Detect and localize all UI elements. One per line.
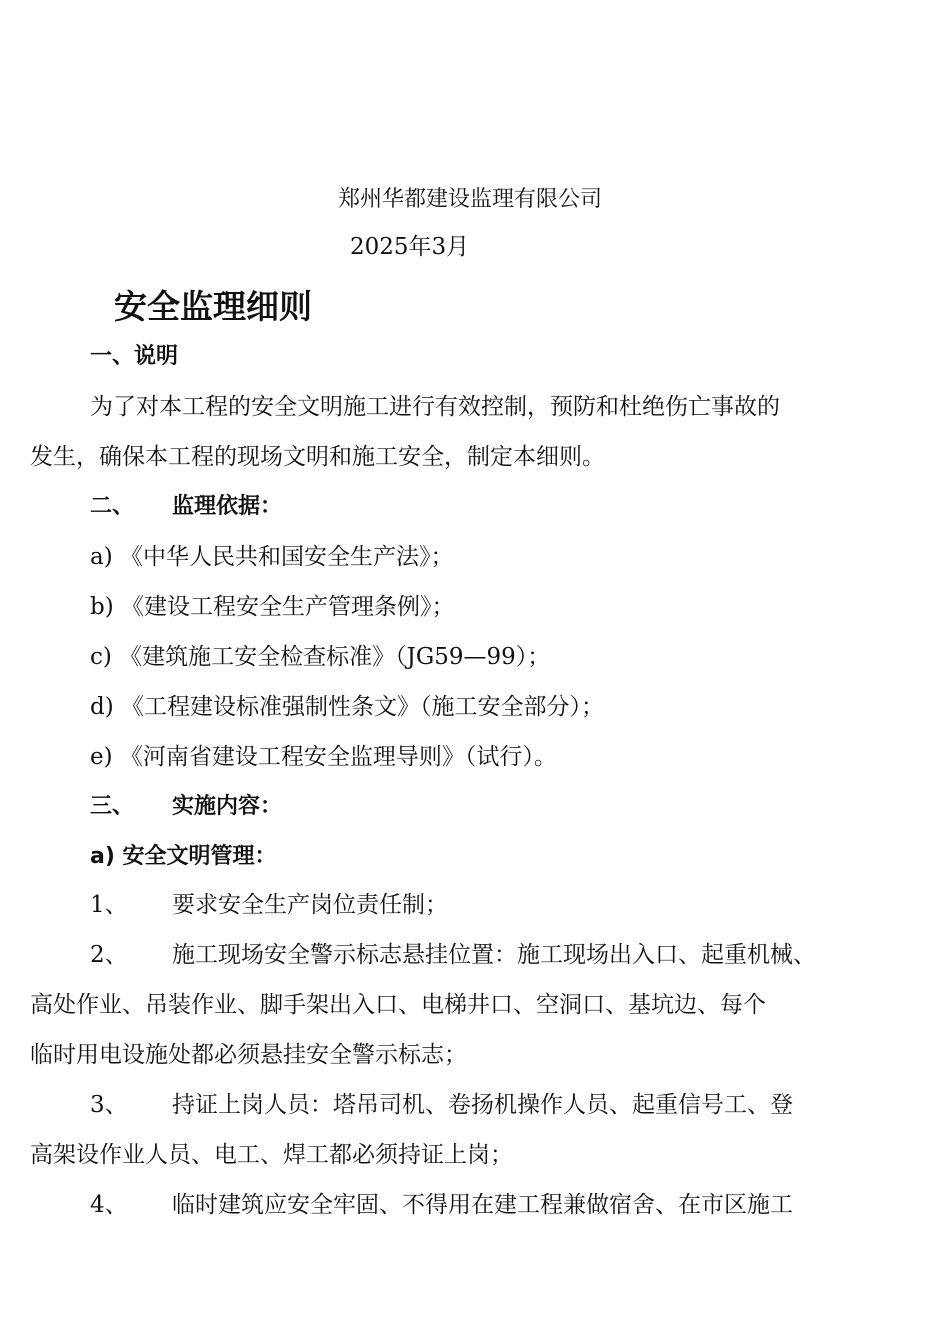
item-number: 2、 — [90, 942, 128, 968]
section-3-title: 实施内容： — [172, 794, 283, 819]
content-item-2-line-3: 临时用电设施处都必须悬挂安全警示标志； — [30, 1042, 467, 1068]
item-text: 施工现场安全警示标志悬挂位置：施工现场出入口、起重机械、 — [172, 942, 816, 968]
section-1-paragraph-line-1: 为了对本工程的安全文明施工进行有效控制，预防和杜绝伤亡事故的 — [90, 394, 780, 420]
document-date: 2025年3月 — [350, 234, 470, 260]
basis-item: d) 《工程建设标准强制性条文》（施工安全部分）； — [90, 694, 605, 720]
basis-item: b) 《建设工程安全生产管理条例》； — [90, 594, 455, 620]
section-3-subheading: a) 安全文明管理： — [90, 844, 277, 869]
section-2-heading — [90, 492, 282, 522]
company-name: 郑州华都建设监理有限公司 — [337, 187, 602, 212]
content-item-3 — [90, 1090, 793, 1120]
content-item-2-line-2: 高处作业、吊装作业、脚手架出入口、电梯井口、空洞口、基坑边、每个 — [30, 992, 766, 1018]
section-3-number: 三、 — [90, 794, 135, 819]
basis-item: a) 《中华人民共和国安全生产法》； — [90, 544, 454, 570]
basis-item: c) 《建筑施工安全检查标准》（JG59—99）； — [90, 644, 551, 670]
document-title: 安全监理细则 — [114, 287, 312, 326]
section-3-heading — [90, 792, 282, 822]
item-text: 要求安全生产岗位责任制； — [172, 892, 448, 918]
item-number: 4、 — [90, 1192, 128, 1218]
item-number: 3、 — [90, 1092, 128, 1118]
content-item-4 — [90, 1190, 793, 1220]
section-2-title: 监理依据： — [172, 494, 283, 519]
section-1-paragraph-line-2: 发生，确保本工程的现场文明和施工安全，制定本细则。 — [30, 444, 605, 470]
content-item-2 — [90, 940, 816, 970]
section-1-heading: 一、说明 — [90, 344, 179, 369]
item-text: 临时建筑应安全牢固、不得用在建工程兼做宿舍、在市区施工 — [172, 1192, 793, 1218]
section-2-number: 二、 — [90, 494, 135, 519]
content-item-1 — [90, 890, 448, 920]
basis-item: e) 《河南省建设工程安全监理导则》（试行）。 — [90, 744, 557, 770]
item-text: 持证上岗人员：塔吊司机、卷扬机操作人员、起重信号工、登 — [172, 1092, 793, 1118]
content-item-3-line-2: 高架设作业人员、电工、焊工都必须持证上岗； — [30, 1142, 513, 1168]
item-number: 1、 — [90, 892, 128, 918]
